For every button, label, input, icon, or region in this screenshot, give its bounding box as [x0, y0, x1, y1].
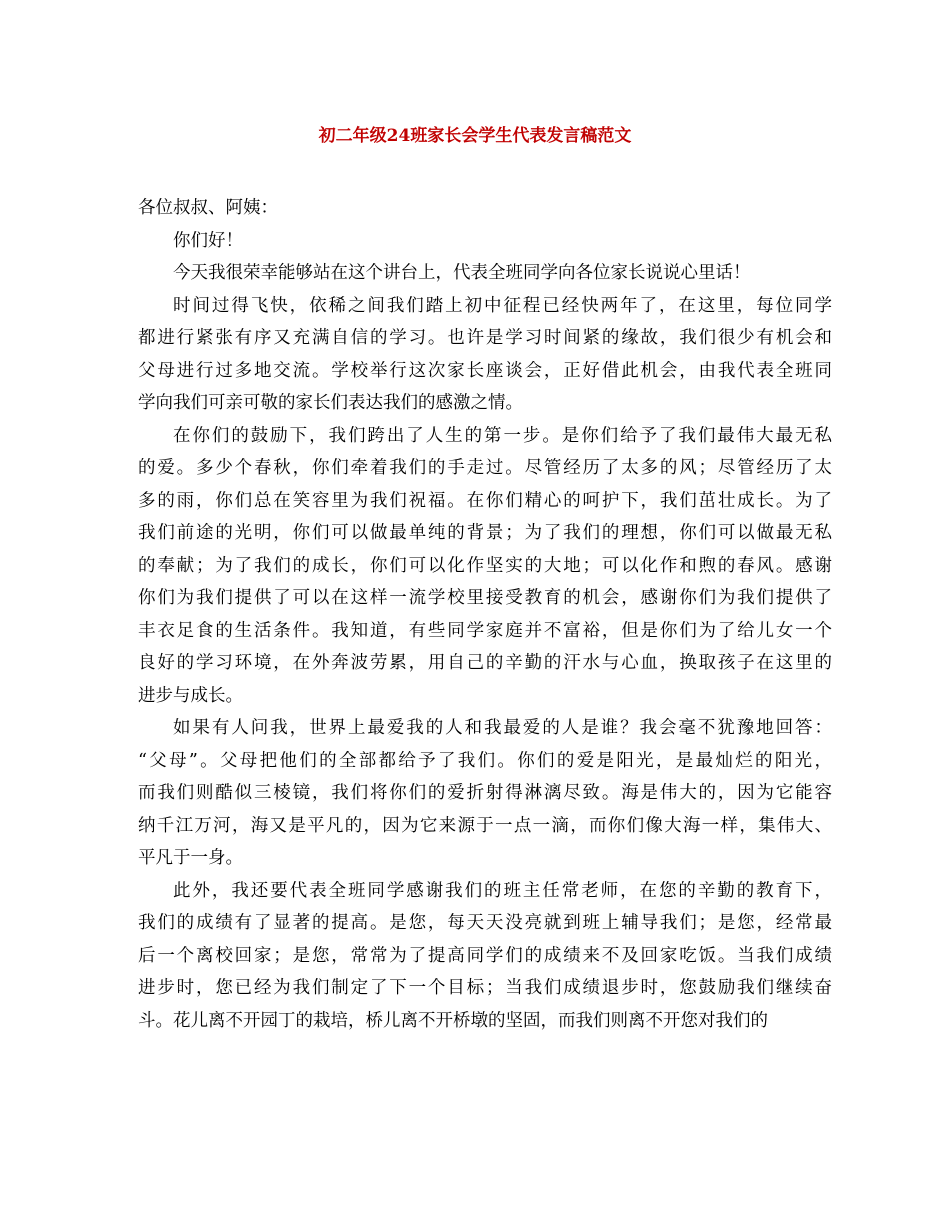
- paragraph-line: 的爱。多少个春秋，你们牵着我们的手走过。尽管经历了太多的风；尽管经历了太: [138, 458, 832, 478]
- paragraph: [138, 420, 832, 713]
- document-body: [138, 192, 832, 1037]
- paragraph-line: 多的雨，你们总在笑容里为我们祝福。在你们精心的呵护下，我们茁壮成长。为了: [138, 490, 832, 511]
- paragraph-line: 斗。花儿离不开园丁的栽培，桥儿离不开桥墩的坚固，而我们则离不开您对我们的: [138, 1010, 768, 1031]
- document-title: 初二年级24班家长会学生代表发言稿范文: [318, 126, 632, 146]
- paragraph: [138, 290, 832, 420]
- paragraph: [138, 257, 832, 290]
- paragraph-line: 我们前途的光明，你们可以做最单纯的背景；为了我们的理想，你们可以做最无私: [138, 523, 832, 543]
- paragraph-line: 父母进行过多地交流。学校举行这次家长座谈会，正好借此机会，由我代表全班同: [138, 360, 832, 381]
- paragraph-line: 后一个离校回家；是您，常常为了提高同学们的成绩来不及回家吃饭。当我们成绩: [138, 945, 832, 966]
- paragraph: [138, 712, 832, 875]
- paragraph-line: 在你们的鼓励下，我们跨出了人生的第一步。是你们给予了我们最伟大最无私: [173, 425, 832, 446]
- paragraph: [138, 875, 832, 1038]
- paragraph-line: 平凡于一身。: [138, 848, 243, 868]
- paragraph-line: “父母”。父母把他们的全部都给予了我们。你们的爱是阳光，是最灿烂的阳光，: [138, 750, 832, 771]
- paragraph-line: 时间过得飞快，依稀之间我们踏上初中征程已经快两年了，在这里，每位同学: [173, 295, 832, 316]
- paragraph-line: 进步与成长。: [138, 685, 243, 706]
- salutation-line: 各位叔叔、阿姨：: [138, 198, 278, 218]
- paragraph-line: 的奉献；为了我们的成长，你们可以化作坚实的大地；可以化作和煦的春风。感谢: [138, 555, 832, 576]
- paragraph-line: 良好的学习环境，在外奔波劳累，用自己的辛勤的汗水与心血，换取孩子在这里的: [138, 653, 832, 673]
- paragraph-line: 你们好！: [173, 230, 243, 251]
- paragraph-line: 都进行紧张有序又充满自信的学习。也许是学习时间紧的缘故，我们很少有机会和: [138, 328, 832, 348]
- paragraph-line: 今天我很荣幸能够站在这个讲台上，代表全班同学向各位家长说说心里话！: [173, 263, 751, 283]
- salutation: [138, 192, 832, 225]
- paragraph-line: 学向我们可亲可敬的家长们表达我们的感激之情。: [138, 393, 523, 413]
- paragraph: [138, 225, 832, 258]
- paragraph-line: 而我们则酷似三棱镜，我们将你们的爱折射得淋漓尽致。海是伟大的，因为它能容: [138, 783, 832, 803]
- paragraph-line: 纳千江万河，海又是平凡的，因为它来源于一点一滴，而你们像大海一样，集伟大、: [138, 815, 832, 836]
- paragraph-line: 此外，我还要代表全班同学感谢我们的班主任常老师，在您的辛勤的教育下，: [173, 880, 832, 901]
- paragraph-line: 我们的成绩有了显著的提高。是您，每天天没亮就到班上辅导我们；是您，经常最: [138, 913, 832, 933]
- paragraph-line: 进步时，您已经为我们制定了下一个目标；当我们成绩退步时，您鼓励我们继续奋: [138, 978, 832, 998]
- paragraph-list: [138, 225, 832, 1038]
- paragraph-line: 如果有人问我，世界上最爱我的人和我最爱的人是谁？我会毫不犹豫地回答：: [173, 718, 832, 738]
- paragraph-line: 你们为我们提供了可以在这样一流学校里接受教育的机会，感谢你们为我们提供了: [138, 588, 832, 608]
- paragraph-line: 丰衣足食的生活条件。我知道，有些同学家庭并不富裕，但是你们为了给儿女一个: [138, 620, 832, 641]
